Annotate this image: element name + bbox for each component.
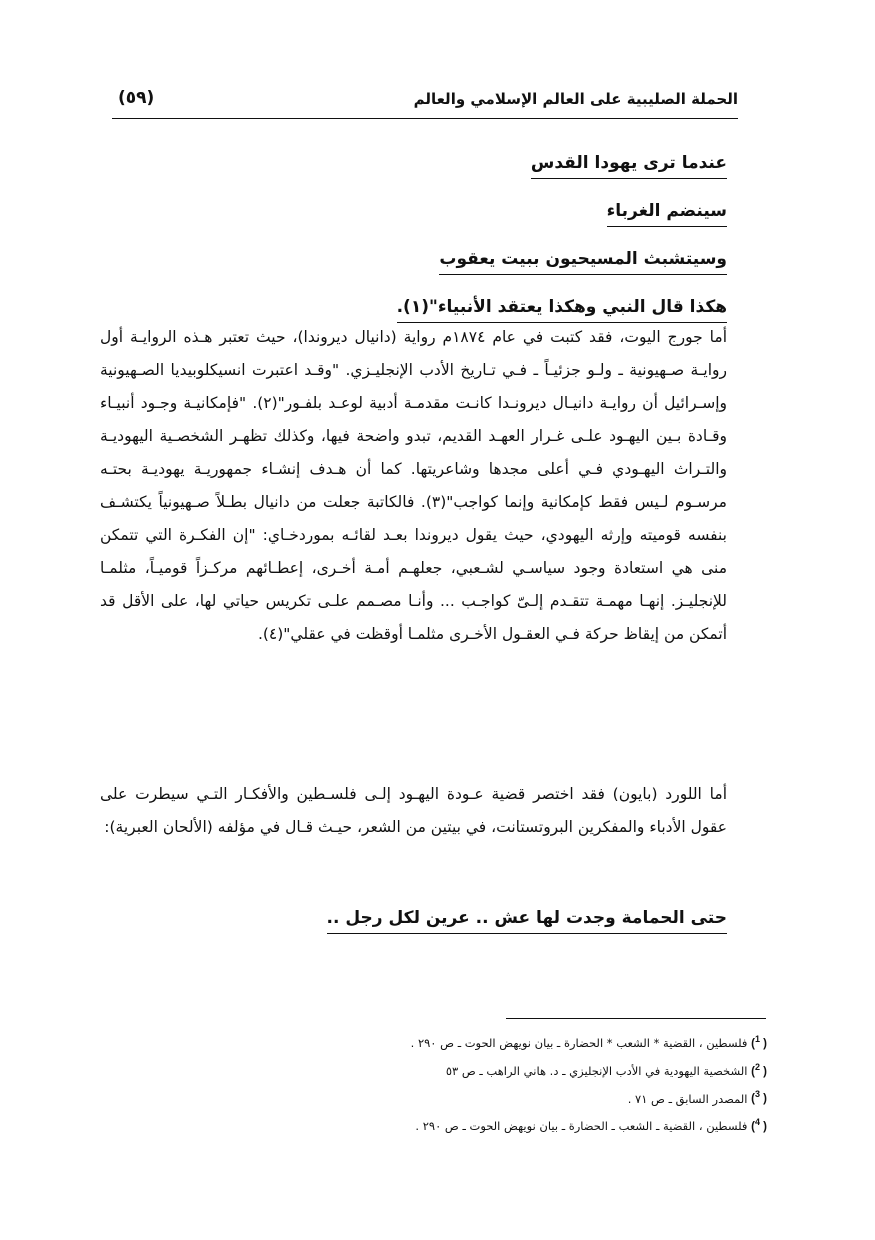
footnote-item — [207, 1056, 767, 1084]
book-title: الحملة الصليبية على العالم الإسلامي والعالم — [413, 90, 738, 108]
verse-line-3: وسيتشبث المسيحيون ببيت يعقوب — [439, 249, 727, 275]
footnote-text: فلسطين ، القضية * الشعب * الحضارة ـ بيان نويهض الحوت ـ ص ٢٩٠ . — [410, 1035, 748, 1050]
footnote-separator — [506, 1018, 766, 1019]
verse-line-2: سينضم الغرباء — [607, 201, 727, 227]
verse-bottom: حتى الحمامة وجدت لها عش .. عرين لكل رجل .. — [327, 908, 727, 934]
page-number: (٥٩) — [118, 88, 155, 108]
footnotes — [207, 1028, 767, 1139]
footnote-marker: ( $^1$) — [751, 1034, 767, 1050]
footnote-item — [207, 1028, 767, 1056]
verse-line-4: هكذا قال النبي وهكذا يعتقد الأنبياء"(١). — [397, 297, 727, 323]
footnote-marker: ( $^2$) — [751, 1061, 767, 1078]
footnote-text: المصدر السابق ـ ص ٧١ . — [627, 1091, 748, 1106]
footnote-marker: ( $^4$) — [751, 1117, 767, 1134]
paragraph-byron: أما اللورد (بايون) فقد اختصر قضية عـودة اليهـود إلـى فلسـطين والأفكـار التـي سيطرت على عقول الأدباء والمفكرين البروتستانت، في بيتين من الشعر، حيـث قـال في مؤلفه (الألحان العبرية): — [100, 785, 727, 836]
footnote-marker: ( $^3$) — [751, 1089, 767, 1106]
running-header — [112, 88, 738, 119]
footnote-text: فلسطين ، القضية ـ الشعب ـ الحضارة ـ بيان نويهض الحوت ـ ص ٢٩٠ . — [415, 1119, 748, 1134]
footnote-text: الشخصية اليهودية في الأدب الإنجليزي ـ د. هاني الراهب ـ ص ٥٣ — [445, 1063, 748, 1078]
footnote-item — [207, 1111, 767, 1139]
verse-line-1: عندما ترى يهودا القدس — [531, 153, 727, 179]
footnote-item — [207, 1084, 767, 1112]
paragraph-eliot: أما جورج اليوت، فقد كتبت في عام ١٨٧٤م رواية (دانيال ديروندا)، حيث تعتبر هـذه الروايـة أول روايـة صـهيونية ـ ولـو جزئيـاً ـ فـي تـاريخ الأدب الإنجليـزي. "وقـد اعتبرت انسيكلوبيديا الصـهيونية وإسـرائيل أن روايـة دانيـال ديرونـدا كانـت مقدمـة أدبية لوعـد بلفـور"(٢). "فإمكانيـة وجـود أنبيـاء وقـادة بـين اليهـود علـى غـرار العهـد القديم، تبدو واضحة فيها، وكذلك تظهـر الشخصـية اليهوديـة والتـراث اليهـودي فـي أعلى مجدها وشاعريتها. كما أن هـدف إنشـاء جمهوريـة يهوديـة بحتـه مرسـوم لـيس فقط كإمكانية وإنما كواجب"(٣). فالكاتبة جعلت من دانيال بطـلاً صـهيونياً يكتشـف بنفسه قوميته وإرثه اليهودي، حيث يقول ديروندا بعـد لقائـه بموردخـاي: "إن الفكـرة التي تتمكن منى هي استعادة وجود سياسـي لشـعبي، جعلهـم أمـة أخـرى، إعطـائهم مركـزاً قوميـاً، مثلمـا للإنجليـز. إنهـا مهمـة تتقـدم إلـىّ كواجـب ... وأنـا مصـمم علـى تكريس حياتي لها، على الأقل قد أتمكن من إيقاظ حركة فـي العقـول الأخـرى مثلمـا أوقظت في عقلي"(٤). — [100, 328, 727, 643]
